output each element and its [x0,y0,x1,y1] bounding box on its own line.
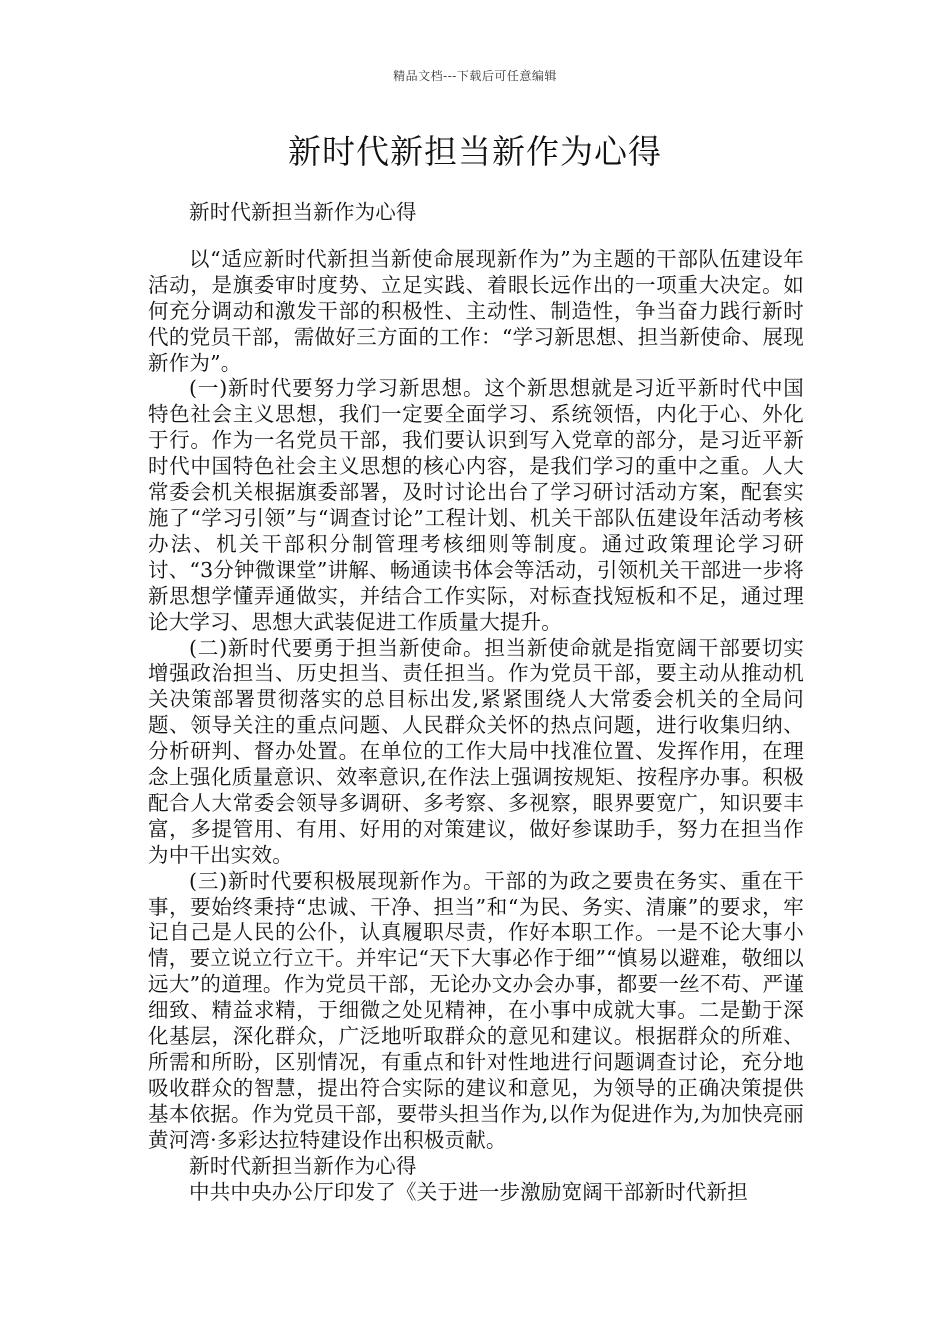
paragraph-section-3: (三)新时代要积极展现新作为。干部的为政之要贵在务实、重在干事，要始终秉持“忠诚、干净、担当”和“为民、务实、清廉”的要求，牢记自己是人民的公仆，认真履职尽责，作好本职工作。一是不论大事小情，要立说立行立干。并牢记“天下大事必作于细”“慎易以避难，敬细以远大”的道理。作为党员干部，无论办文办会办事，都要一丝不苟、严谨细致、精益求精，于细微之处见精神，在小事中成就大事。二是勤于深化基层，深化群众，广泛地听取群众的意见和建议。根据群众的所难、所需和所盼，区别情况，有重点和针对性地进行问题调查讨论，充分地吸收群众的智慧，提出符合实际的建议和意见，为领导的正确决策提供基本依据。作为党员干部，要带头担当作为,以作为促进作为,为加快亮丽黄河湾·多彩达拉特建设作出积极贡献。 [148,868,804,1152]
second-article-heading: 新时代新担当新作为心得 [189,1153,417,1178]
second-article-paragraph: 中共中央办公厅印发了《关于进一步激励宽阔干部新时代新担 [189,1179,748,1204]
header-note: 精品文档---下载后可任意编辑 [393,69,557,83]
document-body [148,200,804,1205]
subtitle: 新时代新担当新作为心得 [189,200,417,224]
paragraph-intro: 以“适应新时代新担当新使命展现新作为”为主题的干部队伍建设年活动，是旗委审时度势、立足实践、着眼长远作出的一项重大决定。如何充分调动和激发干部的积极性、主动性、制造性，争当奋力践行新时代的党员干部，需做好三方面的工作：“学习新思想、担当新使命、展现新作为”。 [148,246,804,375]
paragraph-section-2: (二)新时代要勇于担当新使命。担当新使命就是指宽阔干部要切实增强政治担当、历史担当、责任担当。作为党员干部，要主动从推动机关决策部署贯彻落实的总目标出发,紧紧围绕人大常委会机关的全局问题、领导关注的重点问题、人民群众关怀的热点问题，进行收集归纳、分析研判、督办处置。在单位的工作大局中找准位置、发挥作用，在理念上强化质量意识、效率意识,在作法上强调按规矩、按程序办事。积极配合人大常委会领导多调研、多考察、多视察，眼界要宽广，知识要丰富，多提管用、有用、好用的对策建议，做好参谋助手，努力在担当作为中干出实效。 [148,635,804,867]
paragraph-section-1: (一)新时代要努力学习新思想。这个新思想就是习近平新时代中国特色社会主义思想，我们一定要全面学习、系统领悟，内化于心、外化于行。作为一名党员干部，我们要认识到写入党章的部分，是习近平新时代中国特色社会主义思想的核心内容，是我们学习的重中之重。人大常委会机关根据旗委部署，及时讨论出台了学习研讨活动方案，配套实施了“学习引领”与“调查讨论”工程计划、机关干部队伍建设年活动考核办法、机关干部积分制管理考核细则等制度。通过政策理论学习研讨、“3分钟微课堂”讲解、畅通读书体会等活动，引领机关干部进一步将新思想学懂弄通做实，并结合工作实际，对标查找短板和不足，通过理论大学习、思想大武装促进工作质量大提升。 [148,376,804,634]
page-title: 新时代新担当新作为心得 [288,132,662,171]
